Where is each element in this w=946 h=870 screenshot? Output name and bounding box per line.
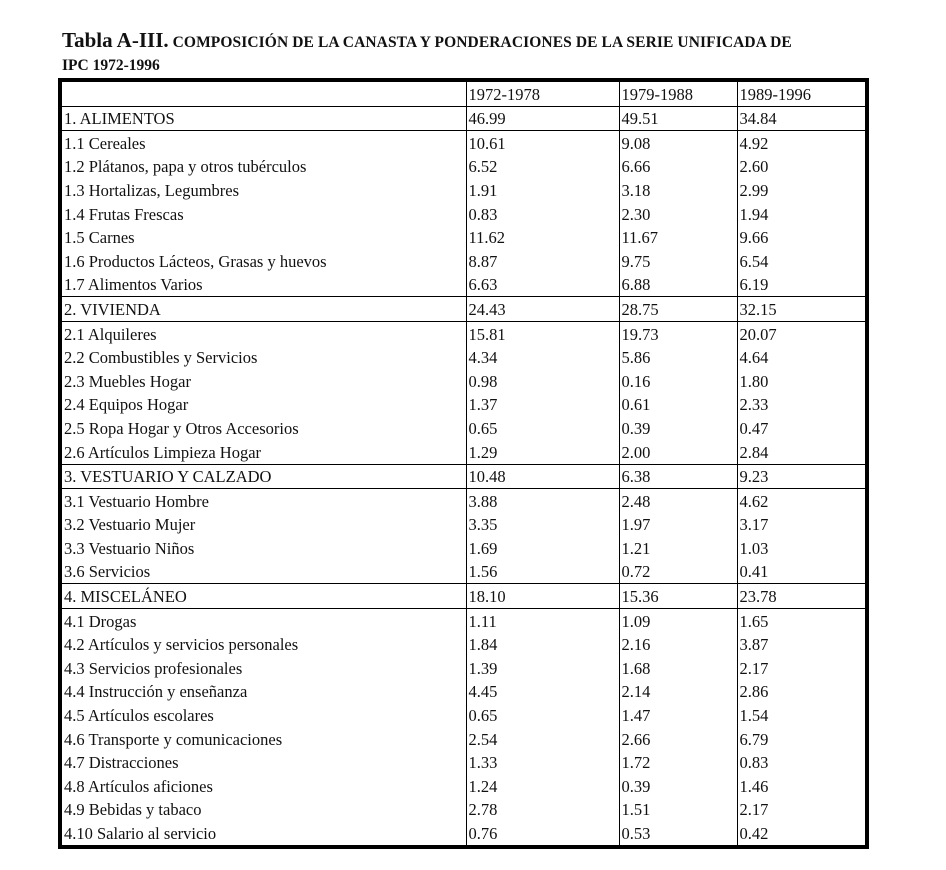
item-value: 2.17 xyxy=(737,656,867,680)
item-value: 4.34 xyxy=(466,346,619,370)
item-row xyxy=(60,249,867,273)
item-label: 2.1 Alquileres xyxy=(64,324,157,344)
item-value: 2.30 xyxy=(619,202,737,226)
item-value: 9.75 xyxy=(619,249,737,273)
item-value: 1.80 xyxy=(737,369,867,393)
column-header xyxy=(60,80,466,106)
item-value: 19.73 xyxy=(619,321,737,345)
item-row xyxy=(60,703,867,727)
item-value: 1.91 xyxy=(466,178,619,202)
category-label: 3. VESTUARIO Y CALZADO xyxy=(60,464,466,489)
column-header: 1979-1988 xyxy=(619,80,737,106)
item-label: 4.3 Servicios profesionales xyxy=(64,658,243,678)
table-caption xyxy=(62,30,942,53)
category-value: 6.38 xyxy=(619,464,737,489)
item-value: 0.76 xyxy=(466,821,619,847)
item-row xyxy=(60,633,867,657)
item-row xyxy=(60,774,867,798)
item-value: 2.54 xyxy=(466,727,619,751)
item-value: 0.53 xyxy=(619,821,737,847)
item-value: 1.33 xyxy=(466,751,619,775)
item-value: 2.60 xyxy=(737,155,867,179)
item-value: 6.52 xyxy=(466,155,619,179)
item-row xyxy=(60,727,867,751)
item-value: 1.97 xyxy=(619,513,737,537)
item-value: 9.66 xyxy=(737,226,867,250)
item-value: 0.83 xyxy=(466,202,619,226)
item-value: 1.29 xyxy=(466,440,619,464)
item-label: 1.1 Cereales xyxy=(64,133,146,153)
item-row xyxy=(60,821,867,847)
category-label: 2. VIVIENDA xyxy=(60,297,466,322)
item-row xyxy=(60,560,867,584)
item-value: 2.99 xyxy=(737,178,867,202)
item-label: 1.4 Frutas Frescas xyxy=(64,204,184,224)
item-label: 3.2 Vestuario Mujer xyxy=(64,515,196,535)
item-row xyxy=(60,680,867,704)
item-value: 1.09 xyxy=(619,609,737,633)
item-row xyxy=(60,369,867,393)
category-value: 10.48 xyxy=(466,464,619,489)
item-row xyxy=(60,513,867,537)
item-row xyxy=(60,798,867,822)
item-value: 1.84 xyxy=(466,633,619,657)
item-value: 6.54 xyxy=(737,249,867,273)
item-label: 1.3 Hortalizas, Legumbres xyxy=(64,180,240,200)
item-label: 4.10 Salario al servicio xyxy=(64,824,217,843)
category-label: 4. MISCELÁNEO xyxy=(60,584,466,609)
item-value: 1.54 xyxy=(737,703,867,727)
item-row xyxy=(60,131,867,155)
item-value: 1.37 xyxy=(466,393,619,417)
item-value: 3.87 xyxy=(737,633,867,657)
item-value: 10.61 xyxy=(466,131,619,155)
item-value: 0.47 xyxy=(737,416,867,440)
item-row xyxy=(60,226,867,250)
item-row xyxy=(60,609,867,633)
item-value: 4.45 xyxy=(466,680,619,704)
item-row xyxy=(60,536,867,560)
item-value: 1.46 xyxy=(737,774,867,798)
item-label: 2.6 Artículos Limpieza Hogar xyxy=(64,442,262,462)
item-label: 3.6 Servicios xyxy=(64,562,151,582)
item-value: 1.47 xyxy=(619,703,737,727)
item-value: 2.84 xyxy=(737,440,867,464)
item-value: 0.98 xyxy=(466,369,619,393)
item-value: 1.51 xyxy=(619,798,737,822)
item-value: 0.65 xyxy=(466,703,619,727)
item-value: 0.72 xyxy=(619,560,737,584)
item-value: 2.14 xyxy=(619,680,737,704)
item-value: 4.92 xyxy=(737,131,867,155)
category-label: 1. ALIMENTOS xyxy=(60,106,466,131)
item-value: 4.62 xyxy=(737,489,867,513)
item-value: 8.87 xyxy=(466,249,619,273)
category-value: 49.51 xyxy=(619,106,737,131)
item-label: 3.1 Vestuario Hombre xyxy=(64,491,209,511)
item-label: 4.9 Bebidas y tabaco xyxy=(64,800,202,820)
item-label: 4.5 Artículos escolares xyxy=(64,706,214,726)
item-row xyxy=(60,416,867,440)
item-label: 2.3 Muebles Hogar xyxy=(64,371,191,391)
item-label: 2.2 Combustibles y Servicios xyxy=(64,348,258,368)
item-row xyxy=(60,178,867,202)
item-label: 4.8 Artículos aficiones xyxy=(64,776,213,796)
category-value: 24.43 xyxy=(466,297,619,322)
column-header: 1989-1996 xyxy=(737,80,867,106)
category-value: 34.84 xyxy=(737,106,867,131)
category-value: 9.23 xyxy=(737,464,867,489)
item-value: 2.00 xyxy=(619,440,737,464)
table-caption-line2: IPC 1972-1996 xyxy=(62,57,160,74)
item-value: 5.86 xyxy=(619,346,737,370)
item-value: 6.63 xyxy=(466,273,619,297)
table-header-row xyxy=(60,80,867,106)
item-value: 0.16 xyxy=(619,369,737,393)
item-value: 2.78 xyxy=(466,798,619,822)
category-row xyxy=(60,297,867,322)
item-value: 11.62 xyxy=(466,226,619,250)
category-value: 28.75 xyxy=(619,297,737,322)
item-row xyxy=(60,751,867,775)
table-caption-label: Tabla A-III. xyxy=(62,28,169,52)
item-row xyxy=(60,440,867,464)
item-label: 3.3 Vestuario Niños xyxy=(64,538,195,558)
item-value: 1.24 xyxy=(466,774,619,798)
item-value: 1.72 xyxy=(619,751,737,775)
item-value: 1.11 xyxy=(466,609,619,633)
item-value: 9.08 xyxy=(619,131,737,155)
item-label: 2.4 Equipos Hogar xyxy=(64,395,189,415)
item-row xyxy=(60,273,867,297)
item-row xyxy=(60,393,867,417)
category-value: 46.99 xyxy=(466,106,619,131)
item-value: 2.33 xyxy=(737,393,867,417)
item-value: 2.86 xyxy=(737,680,867,704)
category-row xyxy=(60,464,867,489)
item-value: 3.35 xyxy=(466,513,619,537)
column-header: 1972-1978 xyxy=(466,80,619,106)
item-value: 3.17 xyxy=(737,513,867,537)
item-value: 20.07 xyxy=(737,321,867,345)
item-row xyxy=(60,321,867,345)
item-row xyxy=(60,346,867,370)
item-value: 2.48 xyxy=(619,489,737,513)
item-value: 3.88 xyxy=(466,489,619,513)
item-value: 1.68 xyxy=(619,656,737,680)
item-value: 1.03 xyxy=(737,536,867,560)
item-row xyxy=(60,489,867,513)
item-value: 1.65 xyxy=(737,609,867,633)
item-value: 1.94 xyxy=(737,202,867,226)
item-value: 1.39 xyxy=(466,656,619,680)
item-value: 0.42 xyxy=(737,821,867,847)
item-value: 3.18 xyxy=(619,178,737,202)
item-value: 2.66 xyxy=(619,727,737,751)
item-row xyxy=(60,155,867,179)
item-label: 4.2 Artículos y servicios personales xyxy=(64,635,299,655)
item-value: 0.65 xyxy=(466,416,619,440)
item-value: 0.41 xyxy=(737,560,867,584)
item-value: 1.21 xyxy=(619,536,737,560)
item-value: 11.67 xyxy=(619,226,737,250)
category-value: 15.36 xyxy=(619,584,737,609)
item-value: 4.64 xyxy=(737,346,867,370)
item-label: 4.4 Instrucción y enseñanza xyxy=(64,682,248,702)
item-label: 1.5 Carnes xyxy=(64,228,135,248)
item-value: 6.79 xyxy=(737,727,867,751)
item-label: 1.6 Productos Lácteos, Grasas y huevos xyxy=(64,251,327,271)
item-label: 1.2 Plátanos, papa y otros tubérculos xyxy=(64,157,307,177)
category-value: 32.15 xyxy=(737,297,867,322)
category-row xyxy=(60,106,867,131)
category-row xyxy=(60,584,867,609)
item-row xyxy=(60,202,867,226)
item-value: 1.56 xyxy=(466,560,619,584)
item-value: 6.66 xyxy=(619,155,737,179)
item-label: 1.7 Alimentos Varios xyxy=(64,275,203,295)
item-label: 2.5 Ropa Hogar y Otros Accesorios xyxy=(64,418,299,438)
item-label: 4.7 Distracciones xyxy=(64,753,179,773)
weights-table xyxy=(58,78,869,849)
item-label: 4.6 Transporte y comunicaciones xyxy=(64,729,283,749)
item-row xyxy=(60,656,867,680)
category-value: 18.10 xyxy=(466,584,619,609)
table-caption-text: COMPOSICIÓN DE LA CANASTA Y PONDERACIONES DE LA SERIE UNIFICADA DE xyxy=(172,34,792,51)
item-value: 0.61 xyxy=(619,393,737,417)
item-value: 6.88 xyxy=(619,273,737,297)
item-value: 6.19 xyxy=(737,273,867,297)
item-value: 0.39 xyxy=(619,416,737,440)
item-value: 2.17 xyxy=(737,798,867,822)
item-value: 1.69 xyxy=(466,536,619,560)
item-value: 0.83 xyxy=(737,751,867,775)
category-value: 23.78 xyxy=(737,584,867,609)
item-value: 0.39 xyxy=(619,774,737,798)
item-value: 15.81 xyxy=(466,321,619,345)
item-value: 2.16 xyxy=(619,633,737,657)
item-label: 4.1 Drogas xyxy=(64,611,137,631)
